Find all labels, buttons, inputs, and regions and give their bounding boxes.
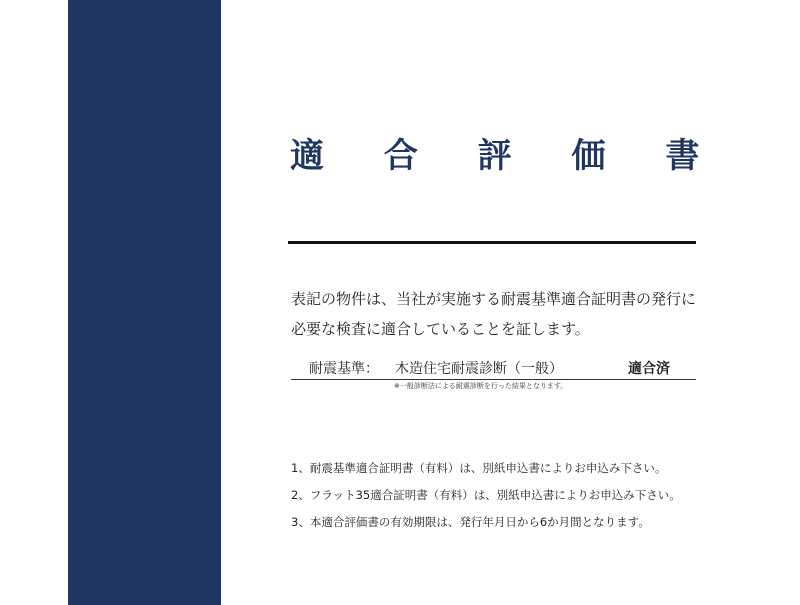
note-item: 1、耐震基準適合証明書（有料）は、別紙申込書によりお申込み下さい。 [291,461,667,475]
statement-line: 表記の物件は、当社が実施する耐震基準適合証明書の発行に [291,290,697,308]
standard-method: 木造住宅耐震診断（一般） [395,361,563,377]
title-divider [288,241,696,244]
note-item: 3、本適合評価書の有効期限は、発行年月日から6か月間となります。 [291,515,650,529]
note-item: 2、フラット35適合証明書（有料）は、別紙申込書によりお申込み下さい。 [291,488,681,502]
document-title: 適 合 評 価 書 [290,136,724,176]
standard-note: ※一般診断法による耐震診断を行った結果となります。 [394,382,568,390]
standard-result: 適合済 [628,361,670,377]
statement-line: 必要な検査に適合していることを証します。 [291,320,590,338]
standard-divider [291,379,696,380]
certification-statement [291,284,697,344]
notes-list [291,455,711,536]
standard-row [291,354,696,378]
standard-label: 耐震基準： [309,361,379,377]
navy-side-band [68,0,221,605]
